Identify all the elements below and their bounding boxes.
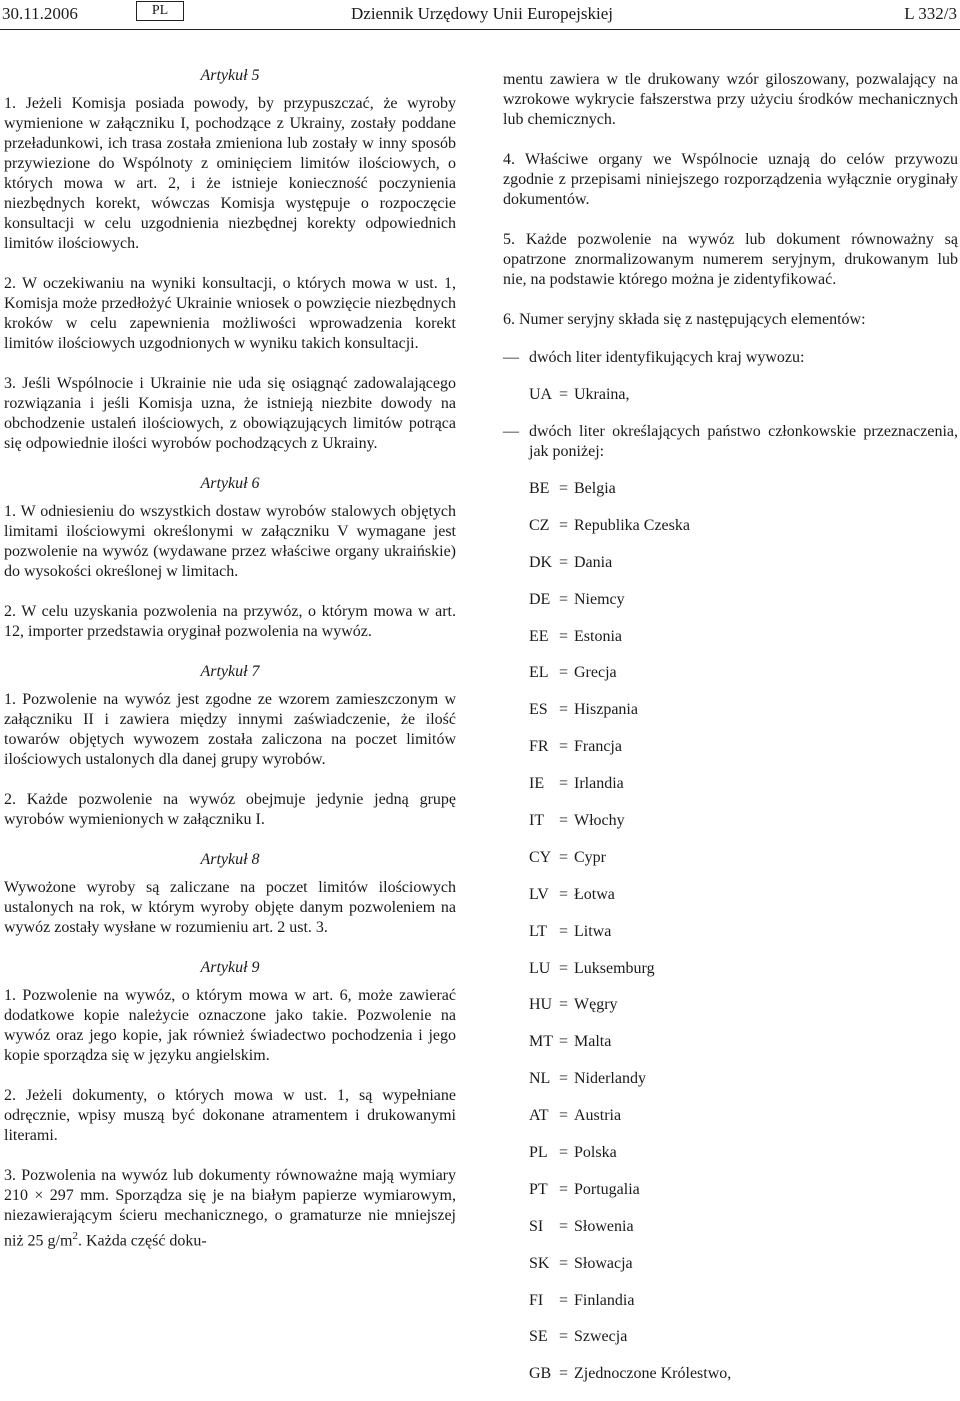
country-row [529, 774, 958, 794]
equals-sign: = [559, 1291, 569, 1309]
equals-sign: = [559, 848, 569, 866]
dash-item-text: dwóch liter identyfikujących kraj wywozu: [529, 349, 805, 366]
country-code: SI [529, 1217, 544, 1235]
country-row [529, 848, 958, 868]
continued-paragraph: mentu zawiera w tle drukowany wzór giloszowany, pozwalający na wzrokowe wykrycie fałszerstwa przy użyciu środków mechanicznych lub chemicznych. [503, 71, 958, 128]
country-row [529, 1032, 958, 1052]
equals-sign: = [559, 627, 569, 645]
country-row [529, 1254, 958, 1274]
equals-sign: = [559, 590, 569, 608]
equals-sign: = [559, 1365, 569, 1383]
country-code: PL [529, 1144, 548, 1162]
country-name: Portugalia [574, 1180, 640, 1198]
country-row [529, 1291, 958, 1311]
paragraph-5: 5. Każde pozwolenie na wywóz lub dokument równoważny są opatrzone znormalizowanym numerem seryjnym, drukowanym lub nie, na podstawie którego można je zidentyfikować. [503, 231, 958, 288]
article-6-paragraph-2: 2. W celu uzyskania pozwolenia na przywóz, o którym mowa w art. 12, importer przedstawia oryginał pozwolenia na wywóz. [4, 603, 456, 640]
equals-sign: = [559, 1217, 569, 1235]
country-name: Austria [574, 1107, 622, 1125]
country-row [529, 1327, 958, 1347]
article-5-paragraph-1: 1. Jeżeli Komisja posiada powody, by przypuszczać, że wyroby wymienione w załączniku I, pochodzące z Ukrainy, zostały poddane przeładunkowi, ich trasa została zmieniona lub zostały w inny sposób przywiezione do Wspólnoty z ominięciem limitów ilościowych, o których mowa w art. 2, i że istnieje konieczność poczynienia niezbędnych korekt, wówczas Komisja występuje o rozpoczęcie konsultacji w celu uzgodnienia niezbędnej korekty odpowiednich limitów ilościowych. [4, 95, 456, 252]
country-name: Grecja [574, 664, 617, 682]
country-code: AT [529, 1107, 549, 1125]
country-code: HU [529, 996, 553, 1014]
article-7-paragraph-1: 1. Pozwolenie na wywóz jest zgodne ze wzorem zamieszczonym w załączniku II i zawiera między innymi zaświadczenie, że ilość towarów objętych wywozem została zaliczona na poczet limitów ilościowych ustalonych dla danej grupy wyrobów. [4, 691, 456, 768]
article-9-paragraph-3 [4, 1166, 456, 1251]
article-8-paragraph-1: Wywożone wyroby są zaliczane na poczet limitów ilościowych ustalonych na rok, w którym wyroby objęte danym pozwoleniem na wywóz zostały wysłane w rozumieniu art. 2 ust. 3. [4, 879, 456, 936]
country-name: Zjednoczone Królestwo, [574, 1365, 732, 1383]
country-row [529, 1180, 958, 1200]
country-name: Słowacja [574, 1254, 633, 1272]
article-9-paragraph-3-end: . Każda część doku- [77, 1232, 207, 1250]
equals-sign: = [559, 1033, 569, 1051]
country-name: Niemcy [574, 590, 625, 608]
country-row [529, 479, 958, 499]
country-name: Włochy [574, 812, 625, 830]
equals-sign: = [559, 1254, 569, 1272]
country-name: Litwa [574, 922, 612, 940]
country-name: Szwecja [574, 1328, 628, 1346]
country-code: PT [529, 1180, 548, 1198]
article-5-title: Artykuł 5 [200, 67, 260, 84]
country-row [529, 1364, 958, 1384]
article-6-title: Artykuł 6 [200, 475, 260, 492]
country-row [529, 1106, 958, 1126]
country-code: SK [529, 1254, 550, 1272]
equals-sign: = [559, 1107, 569, 1125]
country-name: Republika Czeska [574, 516, 690, 534]
country-code: ES [529, 701, 548, 719]
equals-sign: = [559, 1180, 569, 1198]
article-7-paragraph-2: 2. Każde pozwolenie na wywóz obejmuje jedynie jedną grupę wyrobów wymienionych w załączniku I. [4, 791, 456, 828]
country-name: Finlandia [574, 1291, 635, 1309]
country-name: Belgia [574, 480, 616, 497]
equals-sign: = [559, 738, 569, 756]
country-name: Francja [574, 738, 622, 756]
equals-sign: = [559, 922, 569, 940]
equals-sign: = [559, 812, 569, 830]
country-row [529, 663, 958, 683]
country-row [529, 811, 958, 831]
article-9-title: Artykuł 9 [200, 959, 260, 976]
equals-sign: = [559, 996, 569, 1014]
equals-sign: = [559, 553, 569, 571]
country-row [529, 590, 958, 610]
country-row [529, 1069, 958, 1089]
article-9-paragraph-1: 1. Pozwolenie na wywóz, o którym mowa w art. 6, może zawierać dodatkowe kopie należycie oznaczone jako takie. Pozwolenie na wywóz oraz jego kopie, jak również świadectwo pochodzenia i jego kopie sporządza się w języku angielskim. [4, 987, 456, 1064]
country-name: Polska [574, 1144, 617, 1162]
equals-sign: = [559, 701, 569, 719]
country-code: IE [529, 775, 545, 793]
country-code: SE [529, 1328, 548, 1346]
equals-sign: = [559, 664, 569, 682]
country-code: EE [529, 627, 549, 645]
right-column [503, 66, 958, 1401]
equals-sign: = [559, 775, 569, 793]
equals-sign: = [559, 480, 569, 497]
equals-sign: = [559, 386, 569, 403]
country-row [529, 737, 958, 757]
header-divider [0, 29, 960, 30]
country-code: NL [529, 1070, 551, 1088]
country-code: IT [529, 812, 545, 830]
publication-date: 30.11.2006 [2, 4, 78, 23]
country-name: Łotwa [574, 885, 615, 903]
country-name: Irlandia [574, 775, 624, 793]
country-row [529, 700, 958, 720]
country-code: CZ [529, 516, 550, 534]
country-row [529, 553, 958, 573]
country-code: EL [529, 664, 549, 682]
country-code: FI [529, 1291, 544, 1309]
country-row [529, 516, 958, 536]
paragraph-6: 6. Numer seryjny składa się z następujących elementów: [503, 311, 866, 328]
country-code: DK [529, 553, 553, 571]
article-5-paragraph-2: 2. W oczekiwaniu na wyniki konsultacji, o których mowa w ust. 1, Komisja może przedłożyć Ukrainie wniosek o powzięcie niezbędnych kroków w celu zapewnienia możliwości wprowadzenia korekt limitów ilościowych uzgodnionych w wyniku takich konsultacji. [4, 275, 456, 352]
country-name: Niderlandy [574, 1070, 646, 1088]
country-code: UA [529, 386, 553, 403]
country-row [529, 995, 958, 1015]
dash-item-destination [503, 422, 958, 462]
page-number: L 332/3 [904, 4, 957, 23]
equals-sign: = [559, 1070, 569, 1088]
export-country-row [529, 385, 958, 405]
country-row [529, 627, 958, 647]
country-name: Luksemburg [574, 959, 655, 977]
country-row [529, 1217, 958, 1237]
country-row [529, 885, 958, 905]
equals-sign: = [559, 1144, 569, 1162]
country-code: LT [529, 922, 548, 940]
country-name: Estonia [574, 627, 622, 645]
country-code: CY [529, 848, 552, 866]
country-name: Hiszpania [574, 701, 638, 719]
equals-sign: = [559, 885, 569, 903]
superscript-2: 2 [72, 1230, 78, 1242]
country-code-list [503, 479, 958, 1384]
country-code: DE [529, 590, 551, 608]
country-code: LU [529, 959, 551, 977]
article-9-paragraph-2: 2. Jeżeli dokumenty, o których mowa w ust. 1, są wypełniane odręcznie, wpisy muszą być dokonane atramentem i drukowanymi literami. [4, 1087, 456, 1144]
country-name: Słowenia [574, 1217, 634, 1235]
country-name: Dania [574, 553, 613, 571]
equals-sign: = [559, 959, 569, 977]
paragraph-4: 4. Właściwe organy we Wspólnocie uznają do celów przywozu zgodnie z przepisami niniejszego rozporządzenia wyłącznie oryginały dokumentów. [503, 151, 958, 208]
left-column [4, 66, 456, 1251]
article-8-title: Artykuł 8 [200, 851, 260, 868]
language-badge: PL [136, 1, 184, 21]
country-code: BE [529, 480, 550, 497]
dash-item-export-country [503, 348, 958, 368]
dash-mark: — [503, 423, 519, 440]
country-row [529, 1143, 958, 1163]
article-9-paragraph-3-start: 3. Pozwolenia na wywóz lub dokumenty równoważne mają wymiary 210 × 297 mm. Sporządza się je na białym papierze wymiarowym, niezawierającym ścieru mechanicznego, o gramaturze nie mniejszej niż 25 g/m [4, 1167, 456, 1250]
article-7-title: Artykuł 7 [200, 663, 260, 680]
article-5-paragraph-3: 3. Jeśli Wspólnocie i Ukrainie nie uda się osiągnąć zadowalającego rozwiązania i jeśli Komisja uzna, że istnieją niezbite dowody na obchodzenie ustaleń ilościowych, z obowiązujących limitów potrąca się odpowiednie ilości wyrobów pochodzących z Ukrainy. [4, 375, 456, 452]
country-code: LV [529, 885, 549, 903]
country-name: Ukraina, [574, 386, 630, 403]
country-name: Cypr [574, 848, 606, 866]
country-row [529, 922, 958, 942]
page-header [0, 0, 960, 30]
country-name: Węgry [574, 996, 618, 1014]
equals-sign: = [559, 516, 569, 534]
dash-mark: — [503, 349, 519, 366]
dash-item-text: dwóch liter określających państwo członkowskie przeznaczenia, jak poniżej: [529, 423, 958, 460]
article-6-paragraph-1: 1. W odniesieniu do wszystkich dostaw wyrobów stalowych objętych limitami ilościowymi określonymi w załączniku V wymagane jest pozwolenie na wywóz (wydawane przez właściwe organy ukraińskie) do wysokości określonej w limitach. [4, 503, 456, 580]
country-code: GB [529, 1365, 552, 1383]
country-code: MT [529, 1033, 553, 1051]
country-code: FR [529, 738, 549, 756]
journal-title: Dziennik Urzędowy Unii Europejskiej [351, 4, 614, 23]
equals-sign: = [559, 1328, 569, 1346]
country-name: Malta [574, 1033, 612, 1051]
country-row [529, 959, 958, 979]
